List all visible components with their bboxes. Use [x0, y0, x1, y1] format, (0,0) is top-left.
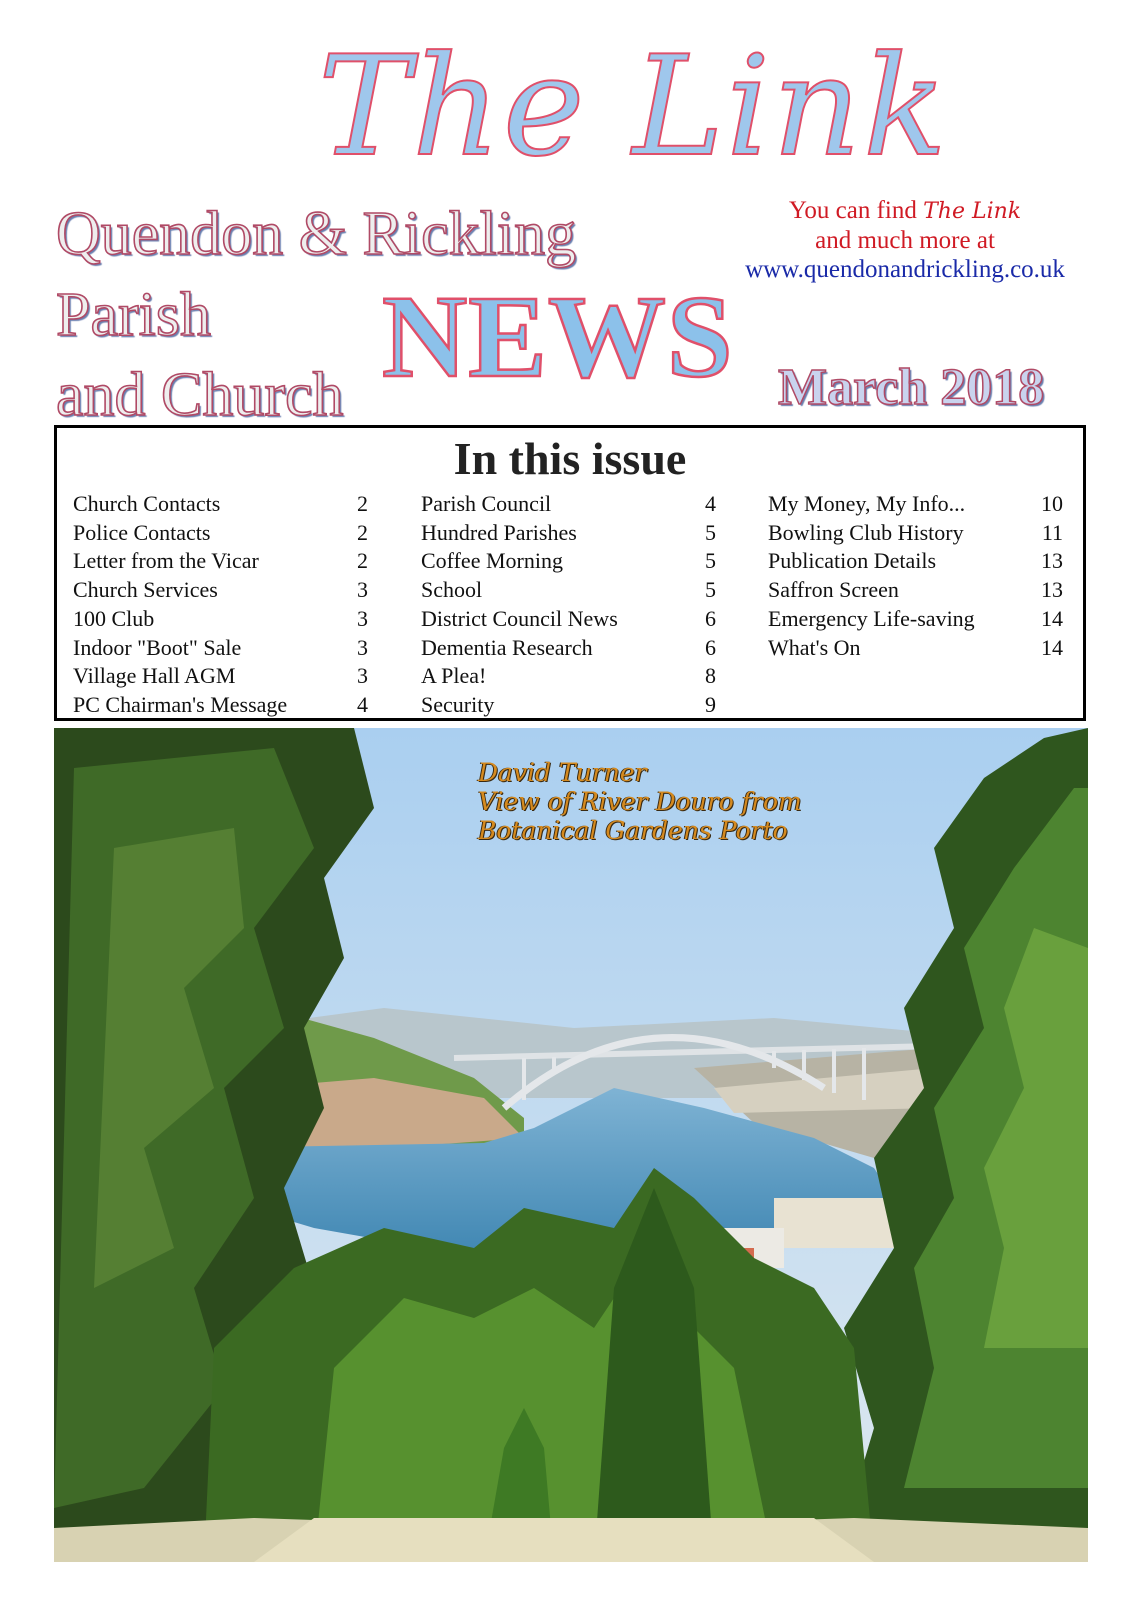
photo-caption-line2: View of River Douro from [478, 787, 802, 816]
toc-entry-title: Hundred Parishes [421, 519, 577, 545]
toc-entry-page: 2 [357, 519, 368, 545]
toc-entry-page: 11 [1041, 519, 1063, 545]
toc-entry [421, 519, 716, 548]
toc-entry-page: 13 [1041, 548, 1063, 574]
toc-column-3 [768, 490, 1063, 662]
subtitle-line3: and Church [56, 361, 344, 429]
toc-entry [421, 605, 716, 634]
toc-entry-page: 5 [705, 577, 716, 603]
toc-entry-page: 5 [705, 519, 716, 545]
toc-entry-page: 3 [357, 634, 368, 660]
website-notice [720, 196, 1090, 284]
toc-entry-title: What's On [768, 634, 861, 660]
toc-entry-page: 2 [357, 491, 368, 516]
toc-entry [421, 634, 716, 663]
toc-entry-page: 5 [705, 548, 716, 574]
toc-entry [768, 547, 1063, 576]
toc-entry-page: 9 [705, 691, 716, 717]
toc-entry [73, 605, 368, 634]
in-this-issue-heading: In this issue [453, 433, 687, 484]
issue-date: March 2018 [778, 359, 1045, 416]
toc-entry [768, 576, 1063, 605]
toc-entry-page: 13 [1041, 577, 1063, 603]
toc-entry [421, 547, 716, 576]
toc-entry [73, 691, 368, 720]
toc-entry [421, 490, 716, 519]
toc-entry [421, 662, 716, 691]
toc-entry-page: 2 [357, 548, 368, 574]
toc-entry-page: 3 [357, 663, 368, 689]
toc-entry-title: My Money, My Info... [768, 491, 966, 516]
toc-entry [421, 576, 716, 605]
toc-entry-title: Coffee Morning [421, 548, 563, 574]
toc-entry [73, 576, 368, 605]
masthead-title: The Link [318, 26, 949, 187]
website-url-link[interactable]: www.quendonandrickling.co.uk [745, 256, 1065, 283]
toc-entry [73, 634, 368, 663]
toc-entry-page: 6 [705, 605, 716, 631]
toc-entry-page: 8 [705, 663, 716, 689]
toc-entry-title: PC Chairman's Message [73, 691, 288, 717]
toc-entry-title: Police Contacts [73, 519, 211, 545]
toc-entry-title: School [421, 577, 483, 603]
toc-entry [73, 547, 368, 576]
toc-entry-page: 3 [357, 577, 368, 603]
toc-entry [73, 662, 368, 691]
photo-caption [478, 758, 802, 845]
toc-entry-page: 4 [357, 691, 368, 717]
toc-entry-title: District Council News [421, 605, 618, 631]
toc-entry-title: Emergency Life-saving [768, 605, 975, 631]
toc-entry-title: Saffron Screen [768, 577, 899, 603]
toc-entry-page: 6 [705, 634, 716, 660]
website-notice-name: The Link [923, 199, 1022, 224]
website-notice-prefix: You can find [788, 197, 917, 224]
toc-entry-title: Church Services [73, 577, 218, 603]
toc-entry-title: Indoor "Boot" Sale [73, 634, 242, 660]
toc-entry [768, 519, 1063, 548]
toc-entry-title: Letter from the Vicar [73, 548, 259, 574]
toc-column-2 [421, 490, 716, 720]
photo-caption-line1: David Turner [478, 758, 647, 787]
toc-entry [768, 490, 1063, 519]
toc-entry [421, 691, 716, 720]
website-notice-line2: and much more at [815, 227, 995, 254]
toc-entry-title: Publication Details [768, 548, 937, 574]
toc-entry-title: Parish Council [421, 491, 552, 516]
toc-entry-page: 4 [705, 491, 716, 516]
toc-entry-page: 10 [1041, 491, 1063, 516]
subtitle-line2: Parish [56, 281, 211, 349]
subtitle-line1: Quendon & Rickling [56, 200, 577, 268]
toc-entry-title: Security [421, 691, 495, 717]
toc-entry [768, 634, 1063, 663]
cover-photo [54, 728, 1088, 1562]
toc-entry-title: 100 Club [73, 605, 155, 631]
news-title: NEWS [382, 271, 734, 402]
in-this-issue-box [54, 425, 1086, 721]
toc-entry-title: Village Hall AGM [73, 663, 236, 689]
toc-entry [73, 519, 368, 548]
toc-entry [768, 605, 1063, 634]
toc-entry-page: 3 [357, 605, 368, 631]
toc-entry-title: Church Contacts [73, 491, 221, 516]
toc-column-1 [73, 490, 368, 720]
toc-entry-title: A Plea! [421, 663, 487, 689]
photo-caption-line3: Botanical Gardens Porto [478, 816, 788, 845]
toc-entry-page: 14 [1041, 634, 1063, 660]
toc-entry-title: Bowling Club History [768, 519, 964, 545]
toc-entry-page: 14 [1041, 605, 1063, 631]
toc-entry [73, 490, 368, 519]
toc-entry-title: Dementia Research [421, 634, 593, 660]
